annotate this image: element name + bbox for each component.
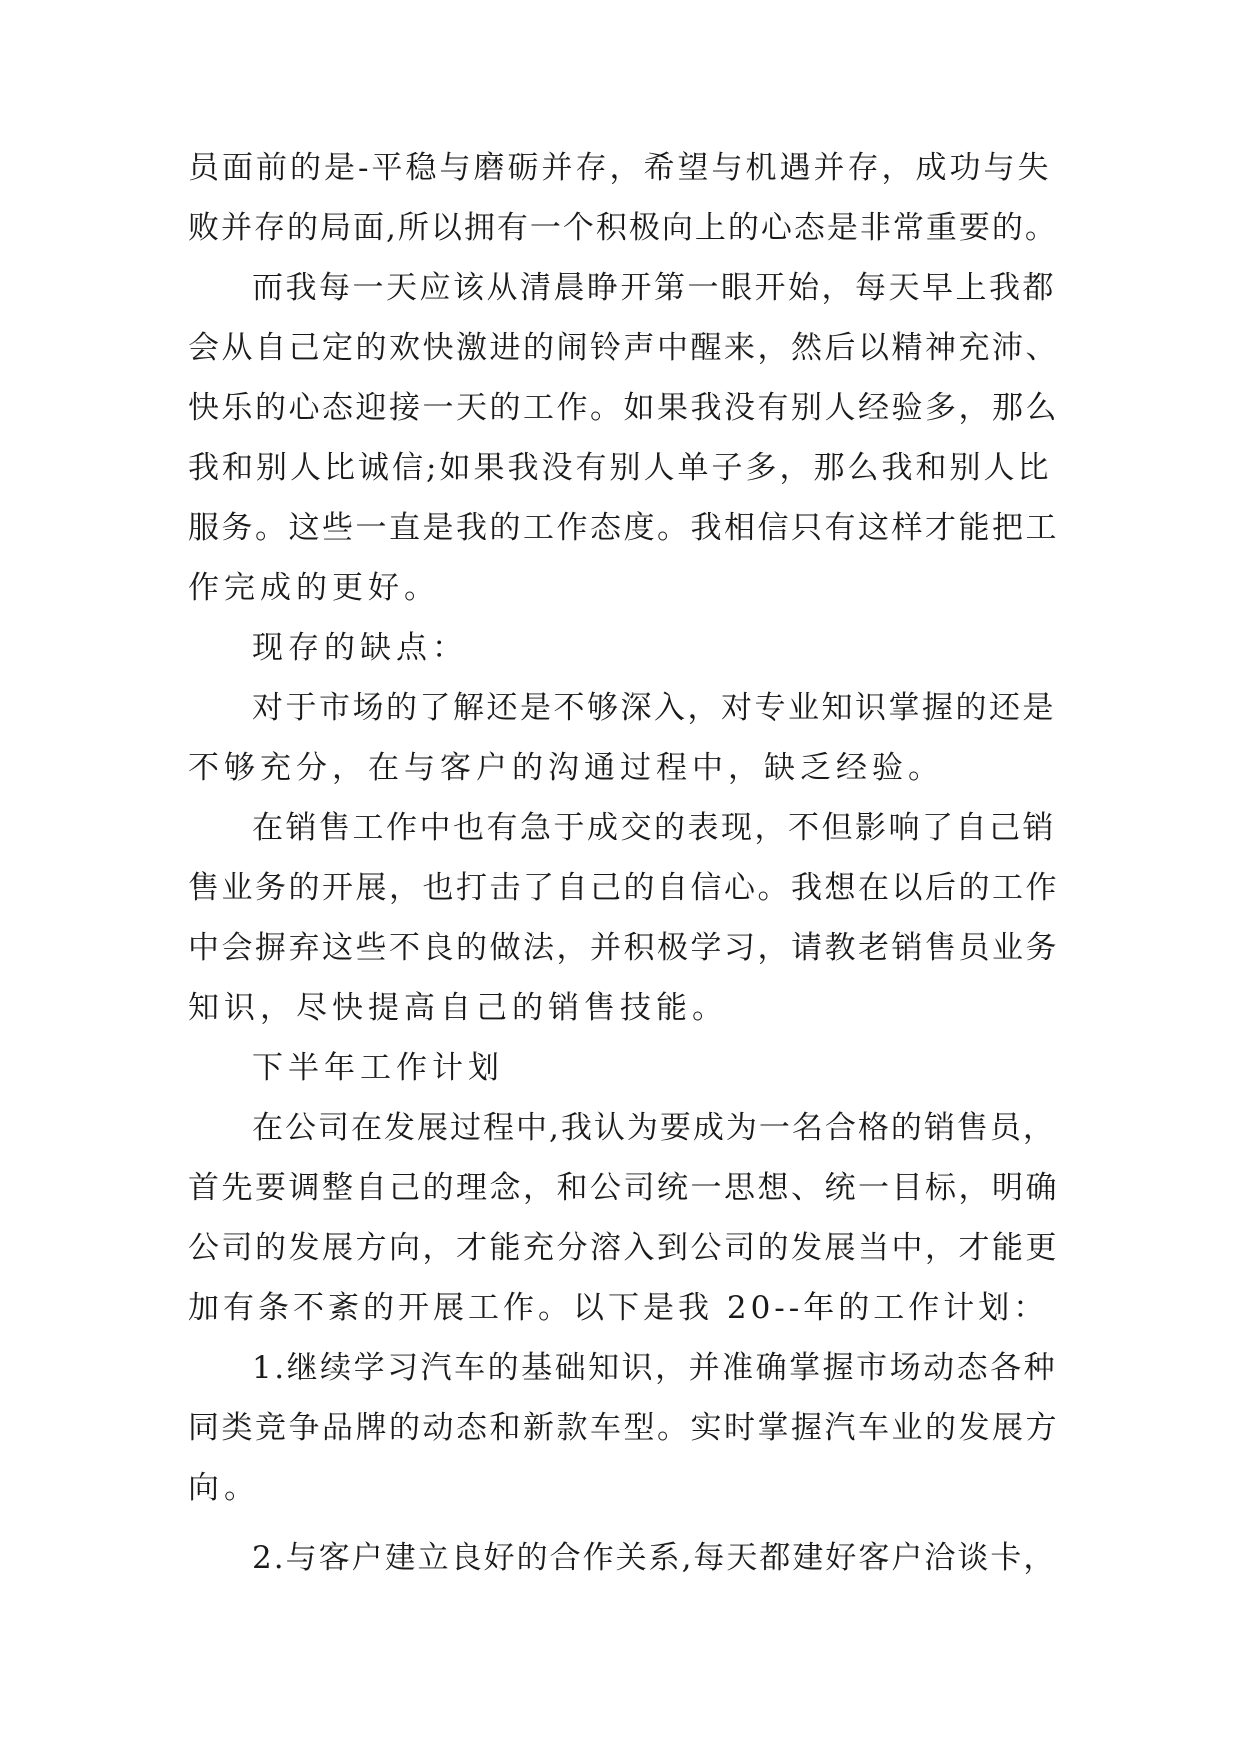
list-item-line: 1.继续学习汽车的基础知识，并准确掌握市场动态各种 <box>252 1350 1058 1386</box>
paragraph-line: 而我每一天应该从清晨睁开第一眼开始，每天早上我都 <box>252 270 1056 306</box>
paragraph-line: 快乐的心态迎接一天的工作。如果我没有别人经验多，那么 <box>188 390 1059 426</box>
paragraph-line: 加有条不紊的开展工作。以下是我 20--年的工作计划： <box>188 1290 1049 1326</box>
paragraph-line: 作完成的更好。 <box>188 570 440 606</box>
paragraph-line: 售业务的开展，也打击了自己的自信心。我想在以后的工作 <box>188 870 1059 906</box>
section-heading: 下半年工作计划 <box>252 1050 504 1086</box>
list-item-line: 向。 <box>188 1470 260 1506</box>
list-item-line: 2.与客户建立良好的合作关系,每天都建好客户洽谈卡， <box>252 1540 1057 1576</box>
paragraph-line: 员面前的是-平稳与磨砺并存，希望与机遇并存，成功与失 <box>188 150 1052 186</box>
paragraph-line: 服务。这些一直是我的工作态度。我相信只有这样才能把工 <box>188 510 1059 546</box>
paragraph-line: 知识，尽快提高自己的销售技能。 <box>188 990 728 1026</box>
section-heading: 现存的缺点： <box>252 630 468 666</box>
paragraph-line: 我和别人比诚信;如果我没有别人单子多，那么我和别人比 <box>188 450 1052 486</box>
list-item-line: 同类竞争品牌的动态和新款车型。实时掌握汽车业的发展方 <box>188 1410 1059 1446</box>
paragraph-line: 在销售工作中也有急于成交的表现，不但影响了自己销 <box>252 810 1056 846</box>
paragraph-line: 败并存的局面,所以拥有一个积极向上的心态是非常重要的。 <box>188 210 1058 246</box>
paragraph-line: 会从自己定的欢快激进的闹铃声中醒来，然后以精神充沛、 <box>188 330 1059 366</box>
paragraph-line: 对于市场的了解还是不够深入，对专业知识掌握的还是 <box>252 690 1056 726</box>
paragraph-line: 中会摒弃这些不良的做法，并积极学习，请教老销售员业务 <box>188 930 1059 966</box>
paragraph-line: 公司的发展方向，才能充分溶入到公司的发展当中，才能更 <box>188 1230 1059 1266</box>
paragraph-line: 首先要调整自己的理念，和公司统一思想、统一目标，明确 <box>188 1170 1059 1206</box>
paragraph-line: 不够充分，在与客户的沟通过程中，缺乏经验。 <box>188 750 944 786</box>
paragraph-line: 在公司在发展过程中,我认为要成为一名合格的销售员， <box>252 1110 1056 1146</box>
